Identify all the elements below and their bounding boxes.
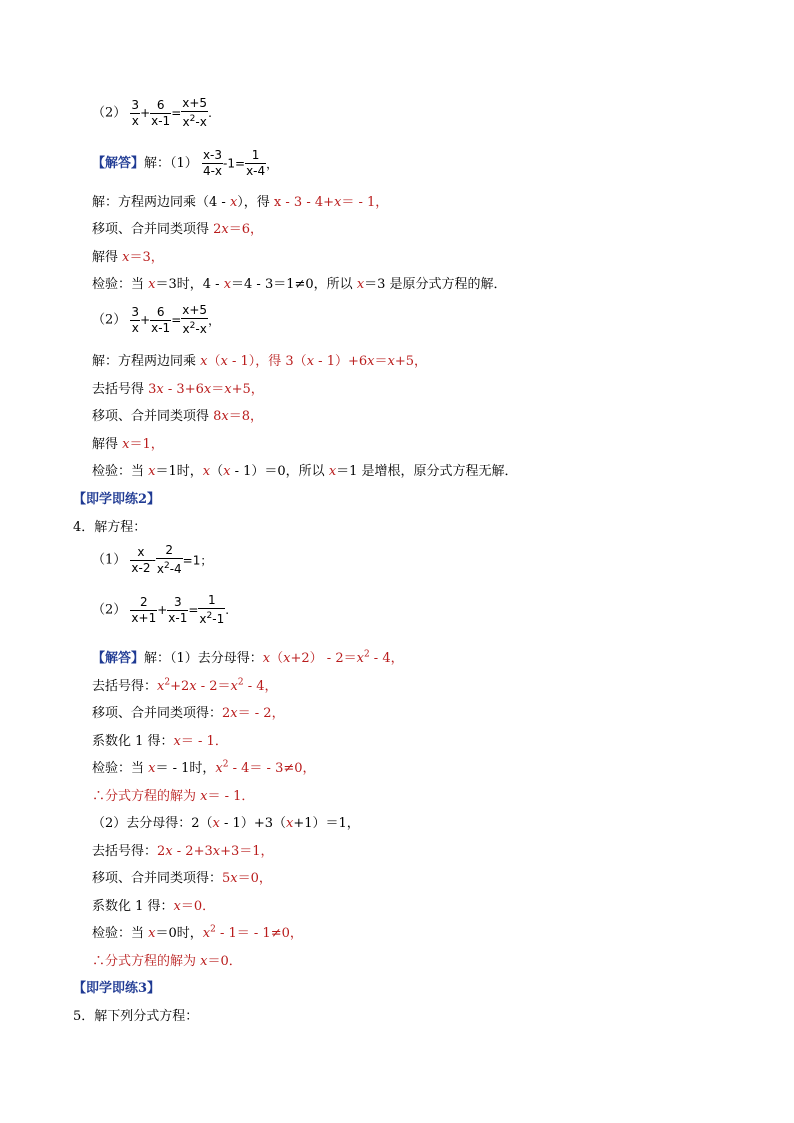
fraction: $\frac{3}{x-1}$: [168, 594, 188, 625]
solution-line: ∴分式方程的解为 x＝ - 1．: [92, 789, 255, 804]
solution-line: 系数化 1 得：x＝ - 1．: [92, 734, 228, 749]
fraction: $\frac{2}{x+1}$: [131, 594, 157, 625]
fraction: $\frac{6}{x-1}$: [151, 304, 171, 335]
answer-header: 【解答】解：（1） $\frac{x-3}{4-x}$ -1= $\frac{1}{x-4}$ ，: [92, 148, 279, 178]
solution-line: 检验：当 x＝3时，4 - x＝4 - 3＝1≠0，所以 x＝3 是原分式方程的解．: [92, 277, 507, 292]
problem-4-part-2: （2） $\frac{2}{x+1}$ + $\frac{3}{x-1}$ = $\frac{1}{x^2-1}$ .: [92, 593, 230, 626]
solution-line: 解：方程两边同乘（4 - x），得 x - 3 - 4+x＝ - 1，: [92, 195, 389, 210]
solution-line: 检验：当 x＝ - 1时，$x^2 - 4= - 3\ne 0$，: [92, 759, 316, 776]
fraction: $\frac{x+5}{x^2-x}$: [182, 303, 208, 336]
fraction: $\frac{x+5}{x^2-x}$: [182, 96, 208, 129]
problem-5-title: 5．解下列分式方程：: [73, 1009, 199, 1024]
answer-tag: 【解答】: [92, 651, 145, 666]
part-label: （2）: [92, 105, 127, 121]
fraction: $\frac{6}{x-1}$: [151, 97, 171, 128]
fraction: $\frac{x}{x-2}$: [131, 544, 151, 575]
solution-line: 移项、合并同类项得 8x＝8，: [92, 409, 264, 424]
solution-line: 去括号得：$x^2+2x - 2=x^2 - 4$，: [92, 677, 278, 694]
fraction: $\frac{1}{x^2-1}$: [199, 593, 225, 626]
solution-line: 系数化 1 得：x＝0．: [92, 899, 216, 914]
solution-line: 【解答】解：（1）去分母得：$x(x+2) - 2=x^2 - 4$，: [92, 649, 404, 666]
problem-3-part-2: （2） $\frac{3}{x}$ + $\frac{6}{x-1}$ = $\frac{x+5}{x^2-x}$ .: [92, 96, 212, 129]
solution-line: 解得 x＝1，: [92, 437, 164, 452]
problem-4-part-1: （1） $\frac{x}{x-2}$ - $\frac{2}{x^2-4}$ =1；: [92, 543, 213, 576]
fraction: $\frac{3}{x}$: [131, 97, 140, 128]
solution-line: 去括号得 3x - 3+6x＝x+5，: [92, 382, 264, 397]
section-heading-practice-2: 【即学即练2】: [73, 492, 161, 507]
solution-line: ∴分式方程的解为 x＝0．: [92, 954, 242, 969]
fraction: $\frac{2}{x^2-4}$: [156, 543, 182, 576]
section-heading-practice-3: 【即学即练3】: [73, 981, 161, 996]
answer-tag: 【解答】: [92, 156, 145, 171]
fraction: $\frac{1}{x-4}$: [246, 148, 266, 178]
solution-line: 去括号得：2x - 2+3x+3＝1，: [92, 844, 274, 859]
solution-line: 移项、合并同类项得：5x＝0，: [92, 871, 272, 886]
fraction: $\frac{3}{x}$: [131, 304, 140, 335]
problem-4-title: 4．解方程：: [73, 520, 147, 535]
solution-line: 解：方程两边同乘 x（x - 1），得 3（x - 1）+6x＝x+5，: [92, 354, 427, 369]
solution-line: 检验：当 x＝0时，$x^2 - 1= - 1\ne 0$，: [92, 924, 303, 941]
solution-line: 检验：当 x＝1时，x（x - 1）＝0，所以 x＝1 是增根，原分式方程无解．: [92, 464, 518, 479]
solution-line: 移项、合并同类项得 2x＝6，: [92, 222, 264, 237]
solution-line: 移项、合并同类项得：2x＝ - 2，: [92, 706, 285, 721]
solution-line: 解得 x＝3，: [92, 250, 164, 265]
fraction: $\frac{x-3}{4-x}$: [202, 148, 223, 178]
solution-line: （2）去分母得：2（x - 1）+3（x+1）＝1，: [92, 816, 360, 831]
answer-part-2: （2） $\frac{3}{x}$ + $\frac{6}{x-1}$ = $\frac{x+5}{x^2-x}$ ，: [92, 303, 221, 336]
